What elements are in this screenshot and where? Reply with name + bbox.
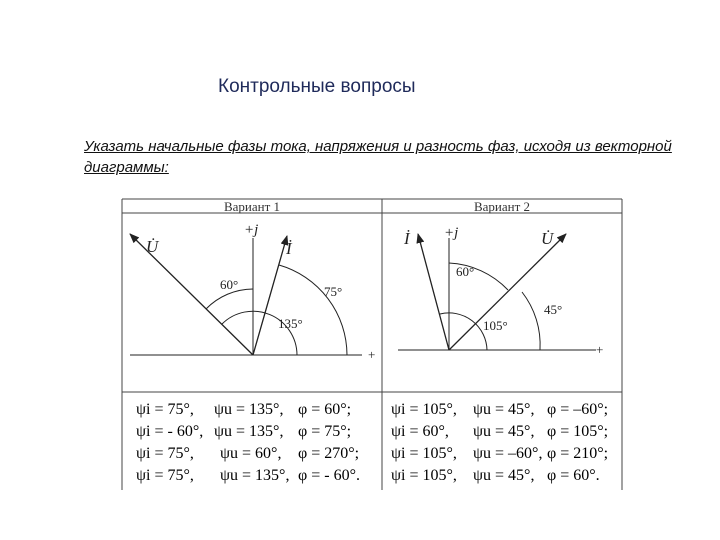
v1-answer-row-2 xyxy=(136,421,360,443)
v1-vector-i xyxy=(253,236,287,355)
v2-a2-psi-i: ψi = 60°, xyxy=(391,423,449,440)
v1-a3-psi-i: ψi = 75°, xyxy=(136,445,194,462)
v2-a3-psi-u: ψu = –60°, xyxy=(473,445,543,462)
v1-a2-psi-i: ψi = - 60°, xyxy=(136,423,204,440)
v2-i-label: İ xyxy=(404,229,410,248)
v1-angle-135: 135° xyxy=(278,316,303,331)
v1-a1-psi-u: ψu = 135°, xyxy=(214,401,284,418)
v1-j-label: +j xyxy=(244,222,259,238)
v2-answer-row-4 xyxy=(391,465,608,487)
v1-angle-75: 75° xyxy=(324,284,343,299)
v1-a1-phi: φ = 60°; xyxy=(298,401,352,418)
v2-a4-phi: φ = 60°. xyxy=(547,467,600,484)
v2-angle-45: 45° xyxy=(544,302,563,317)
v2-a3-psi-i: ψi = 105°, xyxy=(391,445,457,462)
v1-a1-psi-i: ψi = 75°, xyxy=(136,401,194,418)
v2-answer-row-2 xyxy=(391,421,608,443)
v2-plus-label: + xyxy=(596,342,604,357)
v1-a4-phi: φ = - 60°. xyxy=(298,467,360,484)
v1-a3-phi: φ = 270°; xyxy=(298,445,360,462)
v1-u-label: U̇ xyxy=(146,237,159,256)
v1-answer-row-3 xyxy=(136,443,360,465)
v1-i-label: İ xyxy=(286,239,292,258)
task-text: Указать начальные фазы тока, напряжения и разность фаз, исходя из векторной диаграммы: xyxy=(84,138,672,176)
v2-answer-row-3 xyxy=(391,443,608,465)
variant-2-answers xyxy=(391,399,608,487)
v2-u-label: U̇ xyxy=(541,229,554,248)
slide-title: Контрольные вопросы xyxy=(218,76,416,97)
v1-answer-row-1 xyxy=(136,399,360,421)
v2-answer-row-1 xyxy=(391,399,608,421)
variant-1-header: Вариант 1 xyxy=(223,199,281,214)
v2-arc-45 xyxy=(522,292,540,350)
v2-j-label: +j xyxy=(444,225,459,241)
v2-a1-psi-i: ψi = 105°, xyxy=(391,401,457,418)
v2-a1-psi-u: ψu = 45°, xyxy=(473,401,535,418)
v1-a2-psi-u: ψu = 135°, xyxy=(214,423,284,440)
v2-angle-105: 105° xyxy=(483,318,508,333)
v2-a3-phi: φ = 210°; xyxy=(547,445,609,462)
v2-a4-psi-i: ψi = 105°, xyxy=(391,467,457,484)
v1-a3-psi-u: ψu = 60°, xyxy=(220,445,282,462)
variant-1-diagram xyxy=(130,222,375,362)
v1-arc-75 xyxy=(279,265,347,355)
v2-a1-phi: φ = –60°; xyxy=(547,401,609,418)
variant-2-diagram xyxy=(398,225,603,357)
variant-1-answers xyxy=(136,399,360,487)
v1-angle-60: 60° xyxy=(220,277,239,292)
v2-vector-i xyxy=(418,234,449,350)
v1-a2-phi: φ = 75°; xyxy=(298,423,352,440)
variant-2-header: Вариант 2 xyxy=(473,199,531,214)
v1-arc-60 xyxy=(206,289,253,309)
v1-a4-psi-u: ψu = 135°, xyxy=(220,467,290,484)
v2-a2-phi: φ = 105°; xyxy=(547,423,609,440)
v1-plus-label: + xyxy=(368,347,376,362)
v2-angle-60: 60° xyxy=(456,264,475,279)
v1-a4-psi-i: ψi = 75°, xyxy=(136,467,194,484)
v2-a4-psi-u: ψu = 45°, xyxy=(473,467,535,484)
v2-a2-psi-u: ψu = 45°, xyxy=(473,423,535,440)
v1-answer-row-4 xyxy=(136,465,360,487)
